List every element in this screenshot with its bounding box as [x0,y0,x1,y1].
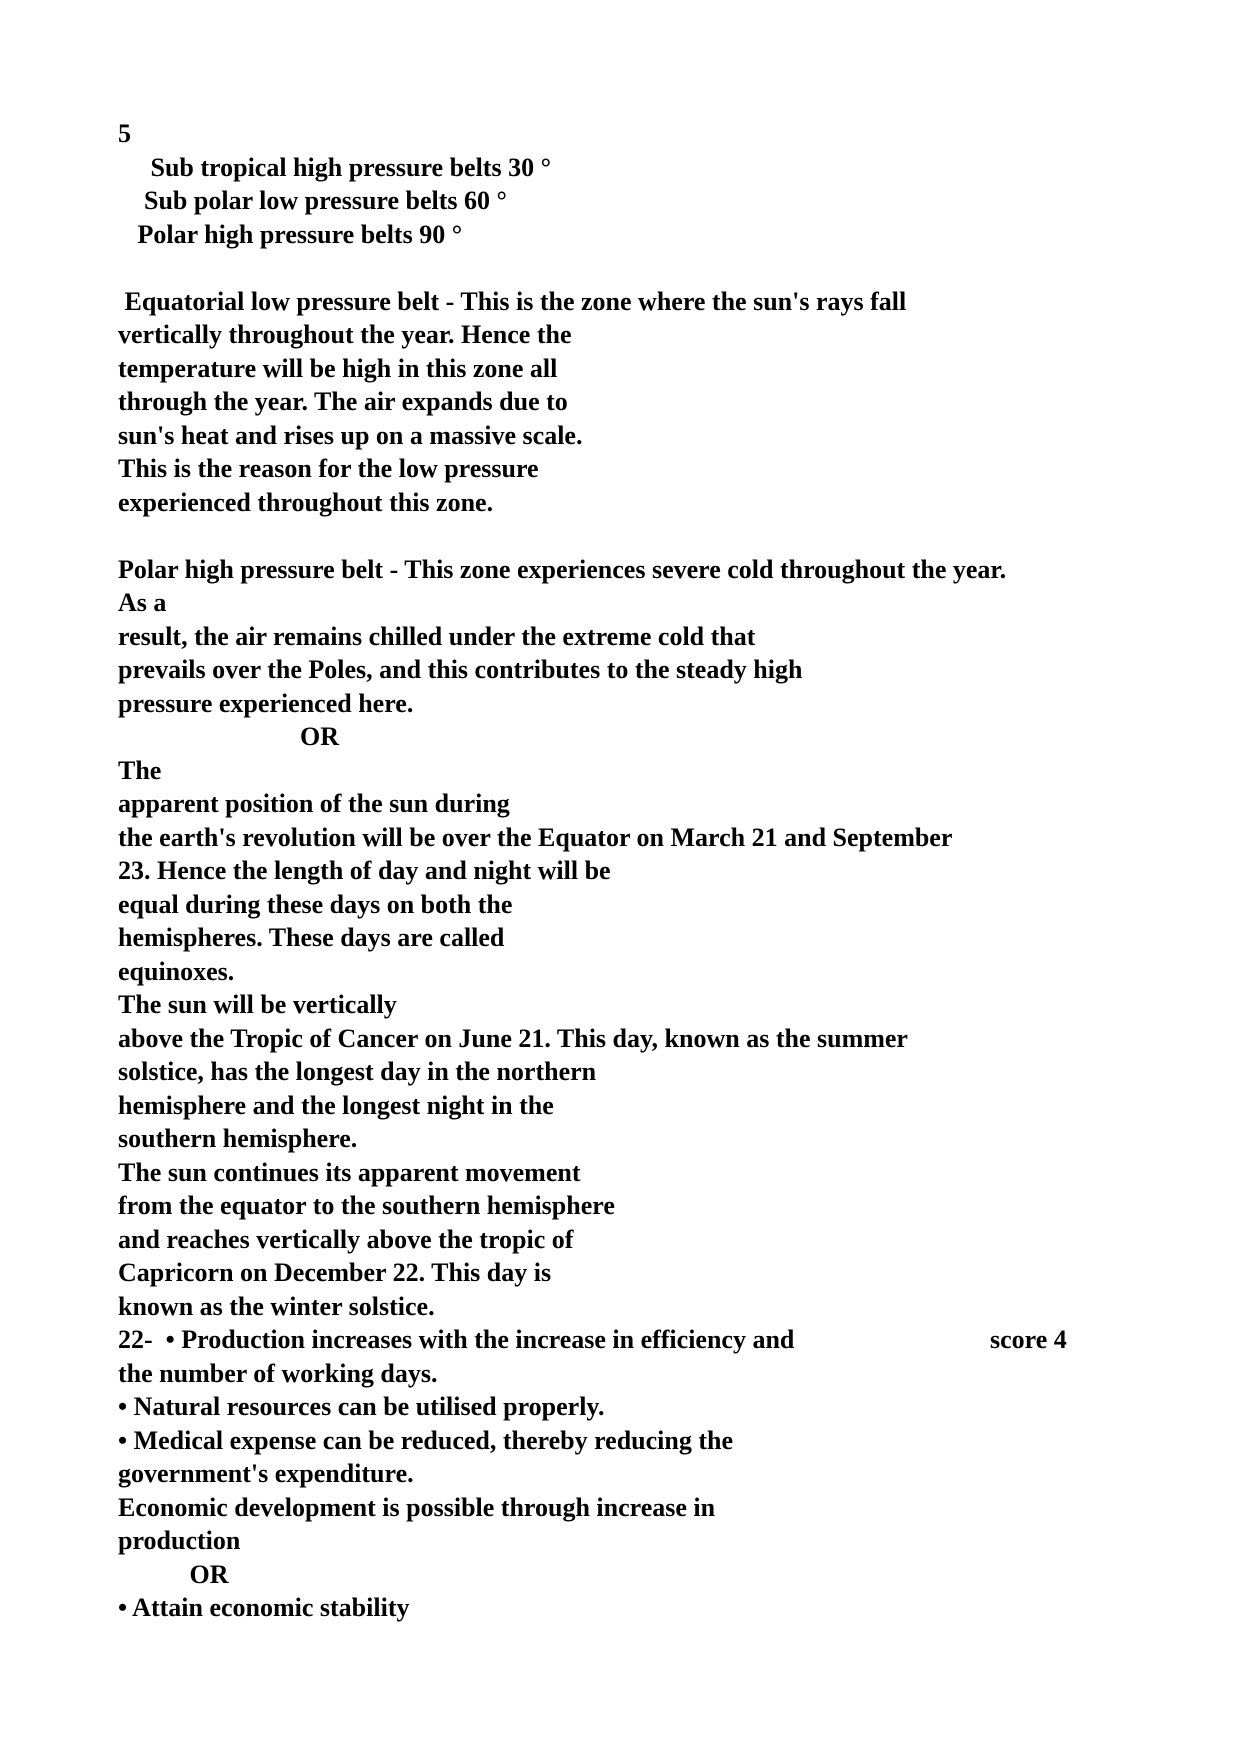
sun-line: and reaches vertically above the tropic of [118,1224,574,1254]
sun-line: The sun continues its apparent movement [118,1157,581,1187]
polar-line: result, the air remains chilled under the extreme cold that [118,621,756,651]
sun-line: apparent position of the sun during [118,789,510,818]
belt-line: Sub polar low pressure belts 60 ° [118,186,507,215]
q22-first-line: 22- • Production increases with the increase in efficiency and [118,1325,795,1354]
sun-line: from the equator to the southern hemisphere [118,1191,615,1220]
equatorial-line: vertically throughout the year. Hence the [118,320,572,349]
q22-line: the number of working days. [118,1358,438,1388]
document-page [118,117,1178,1625]
polar-line: pressure experienced here. [118,688,414,718]
belt-line: Polar high pressure belts 90 ° [118,219,463,249]
equatorial-line: Equatorial low pressure belt - This is the zone where the sun's rays fall [118,286,907,316]
score-label: score 4 [990,1325,1067,1354]
blank-line [118,519,1178,553]
polar-line: As a [118,588,167,617]
belt-line: Sub tropical high pressure belts 30 ° [118,152,551,182]
sun-line: hemisphere and the longest night in the [118,1090,554,1120]
equatorial-line: temperature will be high in this zone all [118,353,558,383]
equatorial-line: experienced throughout this zone. [118,487,494,517]
sun-line: The sun will be vertically [118,990,397,1019]
sun-line: the earth's revolution will be over the Equator on March 21 and September [118,822,953,852]
sun-line: southern hemisphere. [118,1124,358,1153]
sun-line: known as the winter solstice. [118,1291,435,1321]
sun-line: solstice, has the longest day in the northern [118,1057,597,1086]
last-line: • Attain economic stability [118,1593,410,1622]
q22-heading-row [118,1323,1178,1357]
sun-line: equinoxes. [118,956,235,986]
q22-line: production [118,1526,241,1555]
sun-line: hemispheres. These days are called [118,923,505,952]
sun-line: The [118,755,162,785]
or-divider: OR [118,1559,229,1589]
page-marker: 5 [118,119,131,148]
polar-line: Polar high pressure belt - This zone experiences severe cold throughout the year. [118,554,1007,584]
q22-line: Economic development is possible through increase in [118,1492,716,1522]
q22-line: • Natural resources can be utilised properly. [118,1392,605,1421]
sun-line: above the Tropic of Cancer on June 21. This day, known as the summer [118,1023,908,1053]
sun-line: 23. Hence the length of day and night will be [118,856,611,885]
equatorial-line: This is the reason for the low pressure [118,454,539,483]
blank-line [118,251,1178,285]
sun-line: equal during these days on both the [118,889,513,919]
equatorial-line: sun's heat and rises up on a massive scale. [118,420,583,450]
q22-line: • Medical expense can be reduced, thereby reducing the [118,1425,733,1455]
sun-line: Capricorn on December 22. This day is [118,1258,552,1287]
polar-line: prevails over the Poles, and this contributes to the steady high [118,655,803,684]
or-divider: OR [118,722,339,751]
equatorial-line: through the year. The air expands due to [118,387,568,416]
q22-line: government's expenditure. [118,1459,414,1488]
